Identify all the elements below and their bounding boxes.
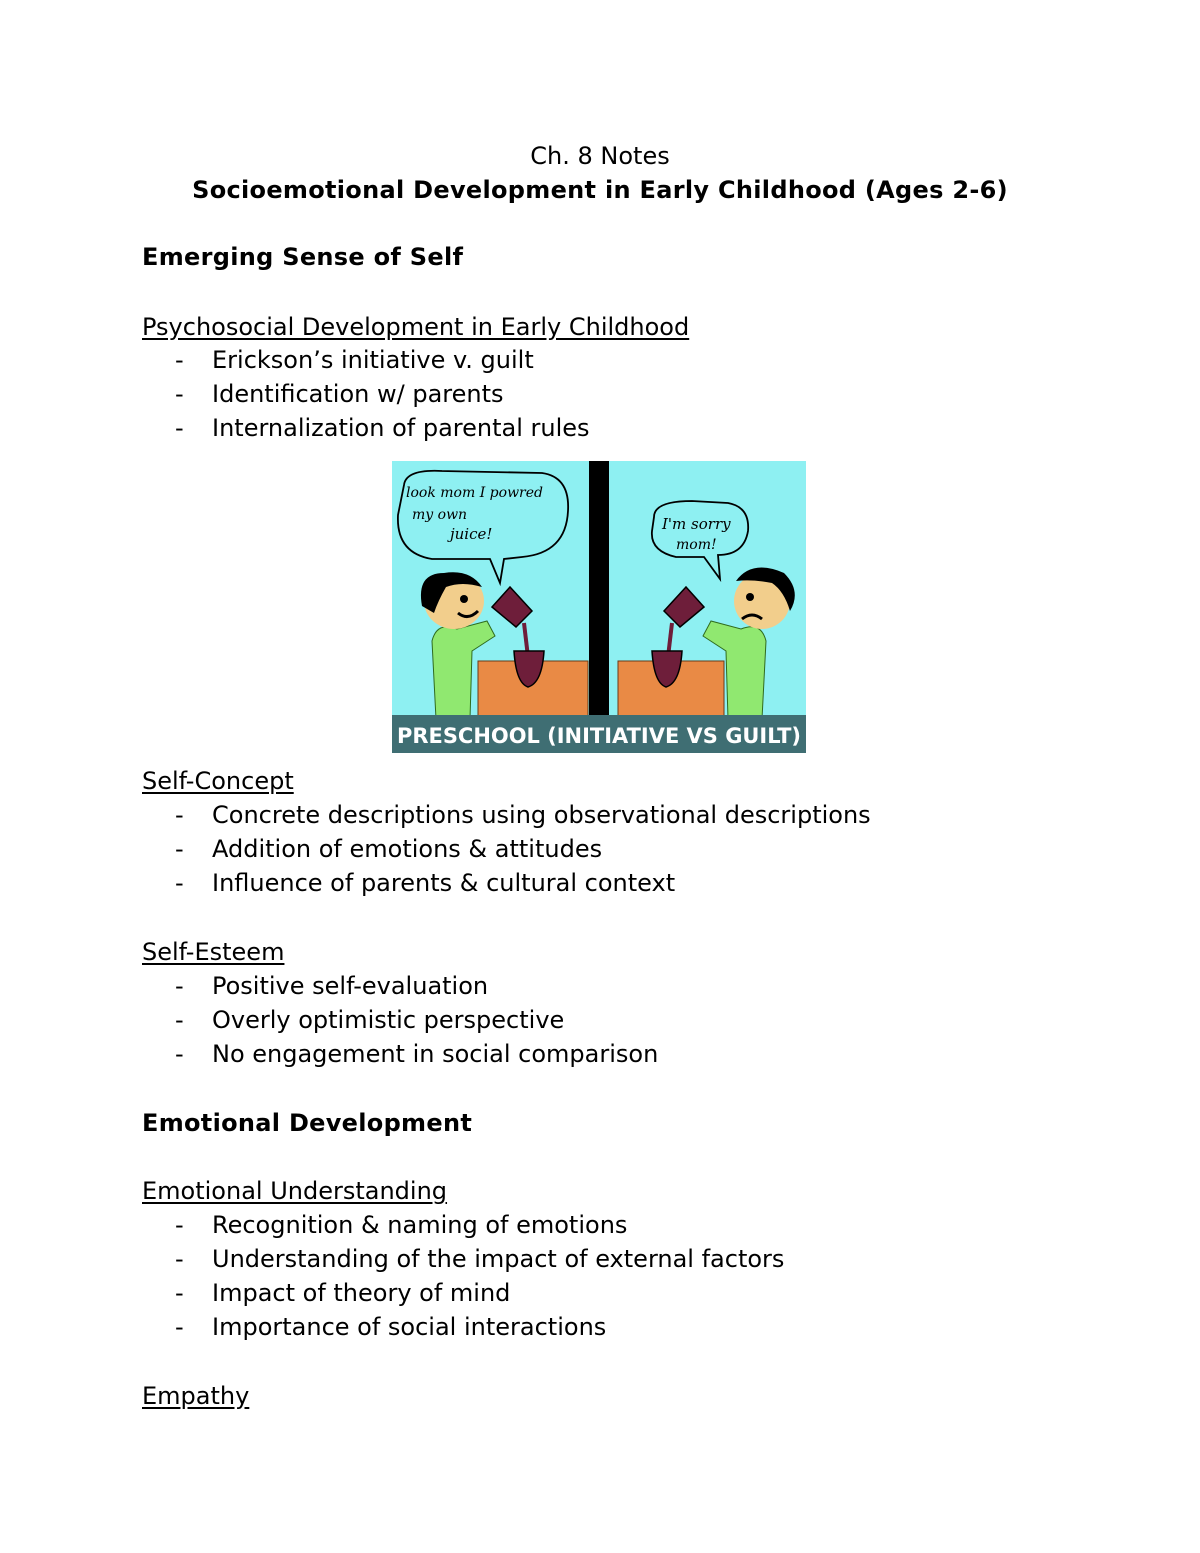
right-child-eye bbox=[746, 593, 754, 601]
document-subtitle: Socioemotional Development in Early Childhood (Ages 2-6) bbox=[192, 176, 1008, 204]
bullet-dash: - bbox=[175, 801, 184, 829]
speech-right-line-1: I'm sorry bbox=[662, 515, 731, 533]
document-title: Ch. 8 Notes bbox=[530, 142, 670, 170]
bullet-dash: - bbox=[175, 1279, 184, 1307]
subheading-psychosocial-development: Psychosocial Development in Early Childhood bbox=[142, 313, 690, 341]
bullet-dash: - bbox=[175, 380, 184, 408]
divider-bar bbox=[589, 461, 609, 721]
bullet-dash: - bbox=[175, 1006, 184, 1034]
bullet-dash: - bbox=[175, 972, 184, 1000]
speech-left-line-1: look mom I powred bbox=[406, 485, 543, 501]
section-heading-emerging-sense-of-self: Emerging Sense of Self bbox=[142, 243, 464, 271]
bullet-dash: - bbox=[175, 1313, 184, 1341]
illustration-caption: PRESCHOOL (INITIATIVE VS GUILT) bbox=[397, 724, 801, 748]
initiative-vs-guilt-illustration bbox=[392, 461, 806, 753]
bullet-dash: - bbox=[175, 1040, 184, 1068]
bullet-dash: - bbox=[175, 869, 184, 897]
bullet-dash: - bbox=[175, 414, 184, 442]
speech-right-line-2: mom! bbox=[676, 537, 717, 553]
speech-left-line-3: juice! bbox=[450, 525, 493, 543]
subheading-self-esteem: Self-Esteem bbox=[142, 938, 285, 966]
speech-left-line-2: my own bbox=[412, 507, 468, 523]
section-heading-emotional-development: Emotional Development bbox=[142, 1109, 473, 1137]
subheading-empathy: Empathy bbox=[142, 1382, 250, 1410]
subheading-self-concept: Self-Concept bbox=[142, 767, 294, 795]
bullet-dash: - bbox=[175, 835, 184, 863]
bullet-dash: - bbox=[175, 1211, 184, 1239]
document-page: Ch. 8 Notes Socioemotional Development in Early Childhood (Ages 2-6) Emerging Sense of Self Psychosocial Development in Early Childhood - Erickson’s initiative v. guilt - Identification w/ parents - Internalization of parental rules look mom I powred my own juice! I'm sorry mom! PRESCHOOL (INITIATIVE VS GUILT) Self-Concept - Concrete descriptions using observational descriptions - Addition of emotions & attitudes - Influence of parents & cultural context Self-Esteem - Positive self-evaluation - Overly optimistic perspective - No engagement in social comparison Emotional Development Emotional Understanding - Recognition & naming of emotions - Understanding of the impact of external factors - Impact of theory of mind - Importance of social interactions Empathy bbox=[0, 0, 1200, 1553]
bullet-dash: - bbox=[175, 346, 184, 374]
subheading-emotional-understanding: Emotional Understanding bbox=[142, 1177, 448, 1205]
bullet-dash: - bbox=[175, 1245, 184, 1273]
left-child-eye bbox=[460, 595, 468, 603]
